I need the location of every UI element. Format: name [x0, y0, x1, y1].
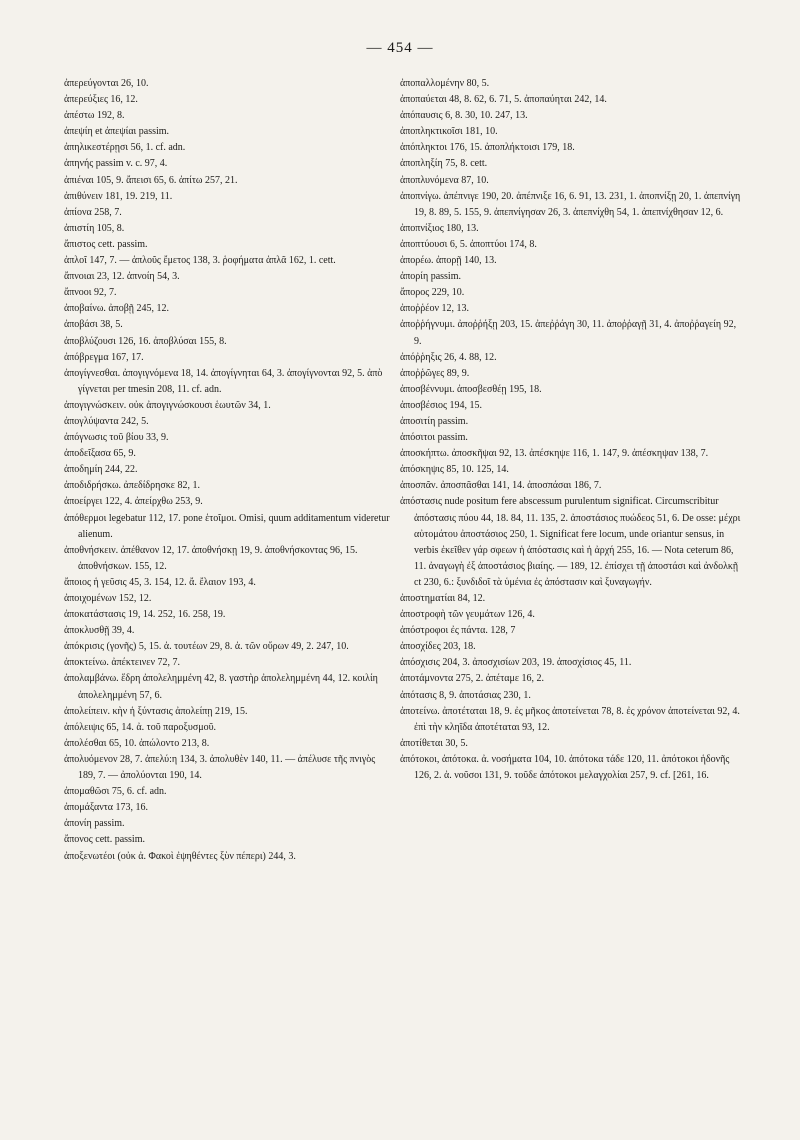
- index-entry: ἀπιστίη 105, 8.: [64, 222, 125, 234]
- index-entry: ἀποθνήσκειν. ἀπέθανον 12, 17. ἀποθνήσκῃ 19, 9. ἀποθνήσκοντας 96, 15. ἀποθνήσκων. 155, 12.: [64, 544, 358, 572]
- index-entry: ἀποσπᾶν. ἀποσπᾶσθαι 141, 14. ἀποσπάσαι 186, 7.: [400, 480, 602, 492]
- page-number: — 454 —: [366, 40, 434, 56]
- index-entry: ἀπομαθῶσι 75, 6. cf. adn.: [64, 786, 167, 798]
- index-entry: ἄποιος ἡ γεῦσις 45, 3. 154, 12. ἄ. ἔλαιον 193, 4.: [64, 576, 256, 588]
- index-entry: ἀποείργει 122, 4. ἀπείρχθω 253, 9.: [64, 496, 203, 508]
- index-entry: ἀποπλυνόμενα 87, 10.: [400, 174, 489, 186]
- index-entry: ἀπόγνωσις τοῦ βίου 33, 9.: [64, 432, 169, 444]
- index-entry: ἄπορος 229, 10.: [400, 287, 465, 299]
- index-column-left: [64, 76, 390, 865]
- index-entry: ἀποσβέσιος 194, 15.: [400, 399, 483, 411]
- index-entry: ἀπόσκηψις 85, 10. 125, 14.: [400, 464, 509, 476]
- index-entry: ἀποτάμνοντα 275, 2. ἀπέταμε 16, 2.: [400, 673, 545, 685]
- index-entry: ἀπηλικεστέρῃσι 56, 1. cf. adn.: [64, 142, 186, 154]
- index-entry: ἀποπτύουσι 6, 5. ἀποπτύοι 174, 8.: [400, 238, 537, 250]
- index-entry: ἀποξενωτέοι (οὐκ ἀ. Φακοὶ ἐψηθέντες ξὺν πέπερι) 244, 3.: [64, 850, 296, 862]
- index-entry: ἀπόλειψις 65, 14. ἀ. τοῦ παροξυσμοῦ.: [64, 721, 217, 733]
- index-entry: ἀπολυόμενον 28, 7. ἀπελύ:η 134, 3. ἀπολυθὲν 140, 11. — ἀπέλυσε τῆς πνιγὸς 189, 7. — ἀπολύονται 190, 14.: [64, 753, 376, 782]
- index-entry: ἀποιχομένων 152, 12.: [64, 593, 152, 604]
- index-entry: ἀποσχίδες 203, 18.: [400, 641, 476, 653]
- index-entry: ἀπόθερμοι legebatur 112, 17. pone ἑτοῖμοι. Omisi, quum additamentum videretur alienum.: [64, 512, 390, 540]
- index-entry: ἀπόπαυσις 6, 8. 30, 10. 247, 13.: [400, 110, 528, 122]
- index-entry: ἀπιθύνειν 181, 19. 219, 11.: [64, 190, 173, 202]
- index-entry: ἀποπνίξιος 180, 13.: [400, 222, 479, 234]
- index-entry: ἀπιέναι 105, 9. ἄπεισι 65, 6. ἀπίτω 257, 21.: [64, 174, 238, 186]
- index-entry: ἀπογλύψαντα 242, 5.: [64, 415, 149, 427]
- index-entry: ἀποπνίγω. ἀπέπνιγε 190, 20. ἀπέπνιξε 16, 6. 91, 13. 231, 1. ἀποπνίξῃ 20, 1. ἀπεπνίγη 19, 8. 89, 5. 155, 9. ἀπεπνίγησαν 26, 3. ἀπεπνίχθη 54, 1. ἀπεπνίχθησαν 12, 6.: [400, 190, 741, 218]
- index-entry: ἀποτείνω. ἀποτέταται 18, 9. ἐς μῆκος ἀποτείνεται 78, 8. ἐς χρόνον ἀποτείνεται 92, 4. ἐπὶ τὴν κληῖδα ἀποτέταται 93, 12.: [400, 705, 740, 733]
- index-entry: ἀπόβρεγμα 167, 17.: [64, 351, 144, 363]
- index-entry: ἀπόπληκτοι 176, 15. ἀποπλήκτοισι 179, 18.: [400, 142, 575, 154]
- index-entry: ἀπερεύγονται 26, 10.: [64, 78, 149, 89]
- index-entry: ἀποπληκτικοῖσι 181, 10.: [400, 126, 498, 138]
- index-entry: ἀπορέω. ἀπορῇ 140, 13.: [400, 255, 497, 267]
- index-entry: ἀποστροφὴ τῶν γευμάτων 126, 4.: [400, 609, 535, 621]
- index-entry: ἀπογίγνεσθαι. ἀπογιγνόμενα 18, 14. ἀπογίγνηται 64, 3. ἀπογίγνονται 92, 5. ἀπὸ γίγνεται per tmesin 208, 11. cf. adn.: [64, 367, 383, 395]
- index-entry: ἀπόσιτοι passim.: [400, 432, 468, 444]
- index-entry: ἀποκτείνω. ἀπέκτεινεν 72, 7.: [64, 657, 181, 669]
- index-column-right: [400, 76, 746, 784]
- index-entry: ἀπλοῖ 147, 7. — ἁπλοῦς ἔμετος 138, 3. ῥοφήματα ἁπλᾶ 162, 1. cett.: [64, 255, 336, 267]
- index-entry: ἀπολείπειν. κὴν ἡ ξύντασις ἀπολείπῃ 219, 15.: [64, 705, 248, 717]
- index-entry: ἄπιστος cett. passim.: [64, 238, 148, 250]
- index-entry: ἀπότοκοι, ἀπότοκα. ἀ. νοσήματα 104, 10. ἀπότοκα τάδε 120, 11. ἀπότοκοι ἡδονῆς 126, 2. ἀ. νοῦσοι 131, 9. τοῦδε ἀπότοκοι μελαγχολίαι 257, 9. cf. [261, 16.: [400, 753, 730, 782]
- index-entry: ἀπογιγνώσκειν. οὐκ ἀπογιγνώσκουσι ἑωυτῶν 34, 1.: [64, 399, 271, 411]
- index-entry: ἀποπληξίη 75, 8. cett.: [400, 158, 488, 170]
- index-entry: ἀποβάσι 38, 5.: [64, 319, 123, 331]
- index-entry: ἀπόσχισις 204, 3. ἀποσχισίων 203, 19. ἀποσχίσιος 45, 11.: [400, 657, 632, 669]
- index-entry: ἄπνοοι 92, 7.: [64, 287, 117, 299]
- index-entry: ἀπόστασις nude positum fere abscessum purulentum significat. Circumscribitur ἀπόστασις πύου 44, 18. 84, 11. 135, 2. ἀποστάσιος πυώδεος 51, 6. De osse: μέχρι αὐτομάτου ἀποστάσιος 250, 1. Significat fere locum, unde oriantur sensus, in verbis ἐκεῖθεν γάρ σφεων ἡ ἀπόστασις καὶ ἡ ἀρχή 255, 16. — Nota ceterum 86, 11. ἀναγωγὴ ἐξ ἀποστάσιος βιαίης. — 189, 12. ἐπίσχει τῇ ἀποστάσι καὶ ἀνδολκῇ ct 230, 6.: ξυνδιδοῖ τὰ ὑμένια ἐς ἀπόστασιν καὶ ξυναγωγήν.: [400, 496, 741, 588]
- index-entry: ἀπεψίη et ἀπεψίαι passim.: [64, 126, 170, 138]
- index-entry: ἀποῤῥήγνυμι. ἀποῤῥήξῃ 203, 15. ἀπεῤῥάγη 30, 11. ἀποῤῥαγῇ 31, 4. ἀποῤῥαγείη 92, 9.: [400, 319, 737, 347]
- index-entry: ἀποσκήπτω. ἀποσκῆψαι 92, 13. ἀπέσκηψε 116, 1. 147, 9. ἀπέσκηψαν 138, 7.: [400, 448, 709, 460]
- index-entry: ἀποτίθεται 30, 5.: [400, 737, 468, 749]
- index-entry: ἀπολαμβάνω. ἕδρη ἀπολελημμένη 42, 8. γαστὴρ ἀπολελημμένη 44, 12. κοιλίη ἀπολελημμένη 57, 6.: [64, 673, 378, 701]
- index-entry: ἀπόστροφοι ἐς πάντα. 128, 7: [400, 625, 516, 637]
- index-entry: ἀποστηματίαι 84, 12.: [400, 593, 486, 604]
- index-entry: ἀποδημίη 244, 22.: [64, 464, 138, 476]
- index-entry: ἀποσιτίη passim.: [400, 415, 469, 427]
- index-entry: ἀπέστω 192, 8.: [64, 110, 125, 122]
- index-entry: ἀπερεύξιες 16, 12.: [64, 94, 138, 106]
- index-entry: ἀποκατάστασις 19, 14. 252, 16. 258, 19.: [64, 609, 226, 621]
- index-entry: ἀπότασις 8, 9. ἀποτάσιας 230, 1.: [400, 689, 531, 701]
- index-entry: ἀποβαίνω. ἀποβῇ 245, 12.: [64, 303, 170, 315]
- index-entry: ἀποδιδρήσκω. ἀπεδίδρησκε 82, 1.: [64, 480, 200, 492]
- index-entry: ἀποσβέννυμι. ἀποσβεσθέῃ 195, 18.: [400, 383, 542, 395]
- index-entry: ἄπνοιαι 23, 12. ἀπνοίη 54, 3.: [64, 271, 180, 283]
- index-entry: ἀποκλυσθῇ 39, 4.: [64, 625, 135, 637]
- index-entry: ἀπορίη passim.: [400, 271, 461, 283]
- index-entry: ἀπόῤῥηξις 26, 4. 88, 12.: [400, 351, 497, 363]
- index-entry: ἀπίονα 258, 7.: [64, 206, 122, 218]
- index-entry: ἀπολέσθαι 65, 10. ἀπώλοντο 213, 8.: [64, 737, 210, 749]
- index-entry: ἀποπαύεται 48, 8. 62, 6. 71, 5. ἀποπαύηται 242, 14.: [400, 94, 607, 106]
- index-entry: ἀποβλύζουσι 126, 16. ἀποβλύσαι 155, 8.: [64, 335, 227, 347]
- index-entry: ἀποπαλλομένην 80, 5.: [400, 78, 490, 89]
- index-entry: ἀπομάξαντα 173, 16.: [64, 802, 148, 814]
- index-entry: ἀποδεῖξασα 65, 9.: [64, 448, 136, 460]
- index-entry: ἀπηνής passim v. c. 97, 4.: [64, 158, 168, 170]
- index-entry: ἀποῤῥῶγες 89, 9.: [400, 367, 470, 379]
- index-entry: ἄπονος cett. passim.: [64, 834, 145, 846]
- index-entry: ἀπόκρισις (γονῆς) 5, 15. ἀ. τουτέων 29, 8. ἀ. τῶν οὔρων 49, 2. 247, 10.: [64, 641, 349, 653]
- index-entry: ἀποῤῥέον 12, 13.: [400, 303, 469, 315]
- index-entry: ἀπονίη passim.: [64, 818, 125, 830]
